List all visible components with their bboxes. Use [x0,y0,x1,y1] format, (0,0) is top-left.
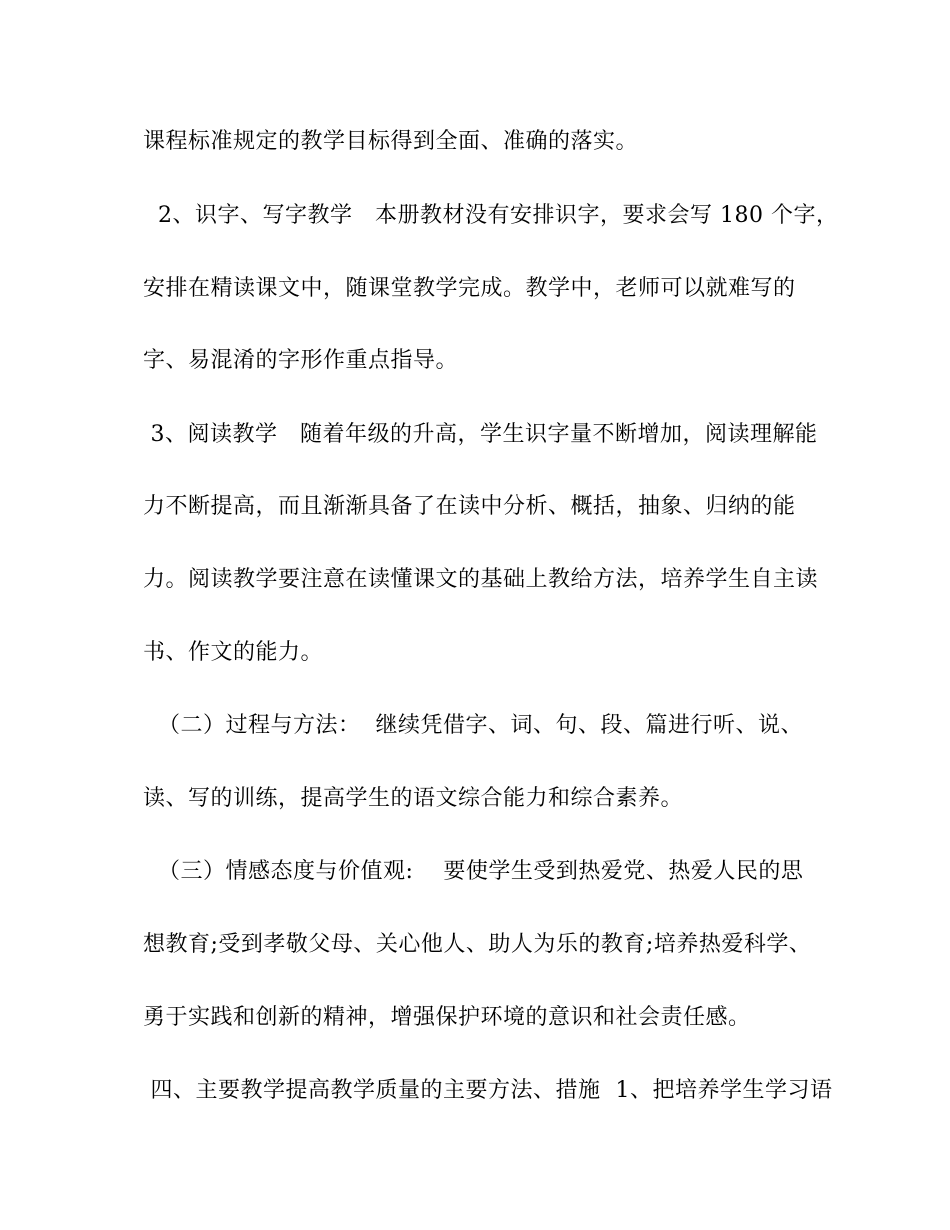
text-line: 2、识字、写字教学 本册教材没有安排识字，要求会写 180 个字， [143,203,839,228]
text-line: （二）过程与方法： 继续凭借字、词、句、段、篇进行听、说、 [143,713,803,738]
text-line: 四、主要教学提高教学质量的主要方法、措施 1、把培养学生学习语 [143,1078,833,1103]
text-line: 勇于实践和创新的精神，增强保护环境的意识和社会责任感。 [143,1005,751,1030]
text-line: 书、作文的能力。 [143,640,324,665]
text-line: 力。阅读教学要注意在读懂课文的基础上教给方法，培养学生自主读 [143,567,819,592]
text-line: 课程标准规定的教学目标得到全面、准确的落实。 [143,129,639,154]
text-line: 读、写的训练，提高学生的语文综合能力和综合素养。 [143,786,684,811]
text-line: 安排在精读课文中，随课堂教学完成。教学中，老师可以就难写的 [143,276,796,301]
text-line: 想教育;受到孝敬父母、关心他人、助人为乐的教育;培养热爱科学、 [143,932,812,957]
text-line: 字、易混淆的字形作重点指导。 [143,348,459,373]
text-line: 力不断提高，而且渐渐具备了在读中分析、概括，抽象、归纳的能 [143,494,796,519]
text-line: （三）情感态度与价值观: 要使学生受到热爱党、热爱人民的思 [143,859,804,884]
text-line: 3、阅读教学 随着年级的升高，学生识字量不断增加，阅读理解能 [143,422,818,447]
